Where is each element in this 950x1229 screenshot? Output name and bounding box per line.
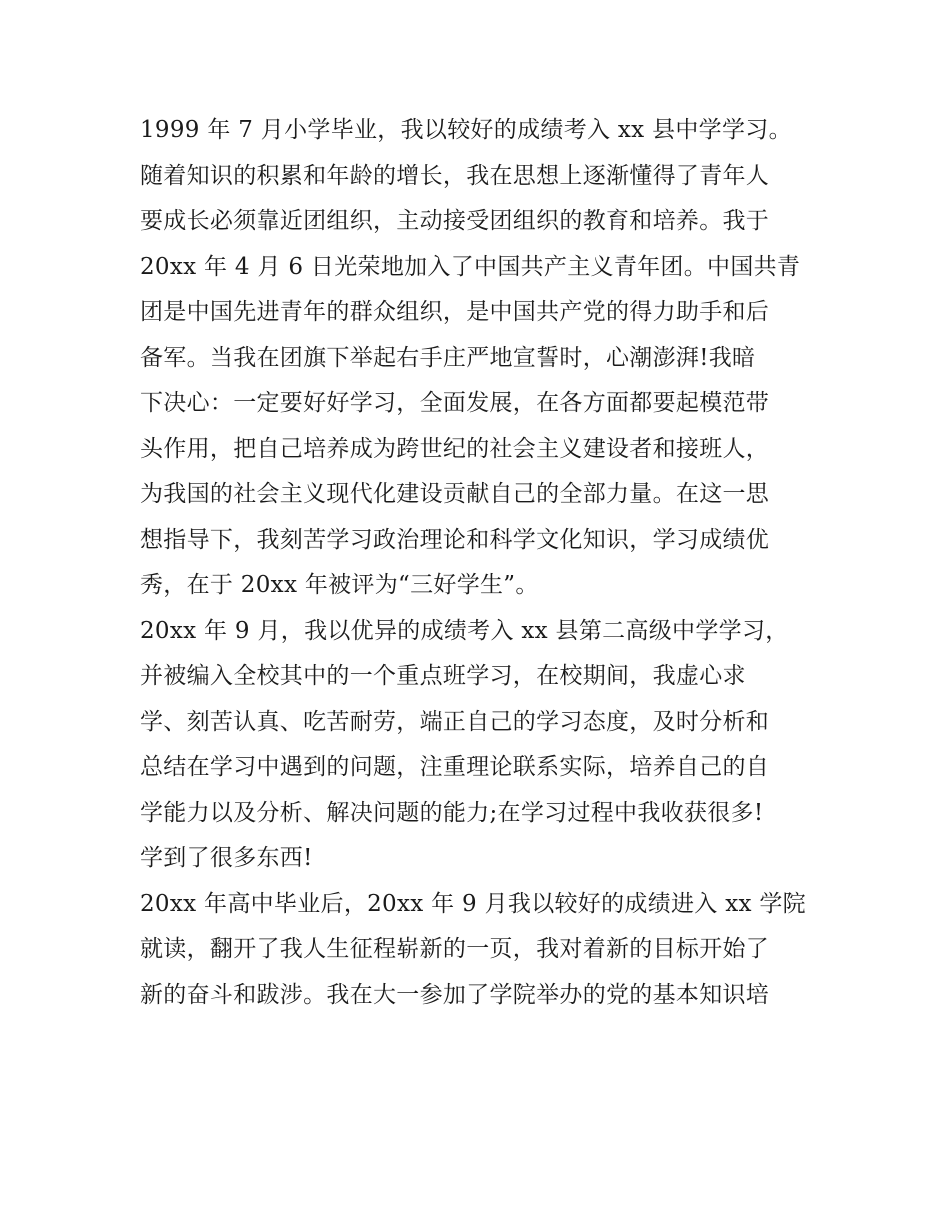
text-line: 备军。当我在团旗下举起右手庄严地宣誓时，心潮澎湃!我暗 bbox=[140, 344, 756, 371]
text-line: 团是中国先进青年的群众组织，是中国共产党的得力助手和后 bbox=[140, 299, 770, 325]
text-line: 20xx 年 4 月 6 日光荣地加入了中国共产主义青年团。中国共青 bbox=[140, 253, 801, 280]
text-line: 并被编入全校其中的一个重点班学习，在校期间，我虚心求 bbox=[140, 663, 746, 689]
text-line: 学到了很多东西! bbox=[140, 845, 313, 871]
text-line: 20xx 年 9 月，我以优异的成绩考入 xx 县第二高级中学学习， bbox=[140, 617, 789, 644]
text-line: 学能力以及分析、解决问题的能力;在学习过程中我收获很多! bbox=[140, 799, 764, 826]
text-line: 就读，翻开了我人生征程崭新的一页，我对着新的目标开始了 bbox=[140, 936, 770, 962]
text-line: 1999 年 7 月小学毕业，我以较好的成绩考入 xx 县中学学习。 bbox=[140, 117, 792, 143]
text-line: 学、刻苦认真、吃苦耐劳，端正自己的学习态度，及时分析和 bbox=[140, 708, 770, 735]
text-line: 20xx 年高中毕业后，20xx 年 9 月我以较好的成绩进入 xx 学院 bbox=[140, 890, 806, 917]
text-line: 为我国的社会主义现代化建设贡献自己的全部力量。在这一思 bbox=[140, 481, 770, 507]
text-line: 秀，在于 20xx 年被评为“三好学生”。 bbox=[140, 572, 539, 598]
text-line: 新的奋斗和跋涉。我在大一参加了学院举办的党的基本知识培 bbox=[140, 981, 770, 1008]
text-line: 随着知识的积累和年龄的增长，我在思想上逐渐懂得了青年人 bbox=[140, 162, 770, 189]
text-line: 总结在学习中遇到的问题，注重理论联系实际，培养自己的自 bbox=[140, 754, 770, 780]
document-body bbox=[140, 108, 820, 1018]
text-line: 下决心：一定要好好学习，全面发展，在各方面都要起模范带 bbox=[140, 390, 770, 416]
text-line: 要成长必须靠近团组织，主动接受团组织的教育和培养。我于 bbox=[140, 208, 770, 234]
text-line: 想指导下，我刻苦学习政治理论和科学文化知识，学习成绩优 bbox=[140, 526, 770, 553]
text-line: 头作用，把自己培养成为跨世纪的社会主义建设者和接班人， bbox=[140, 435, 770, 462]
